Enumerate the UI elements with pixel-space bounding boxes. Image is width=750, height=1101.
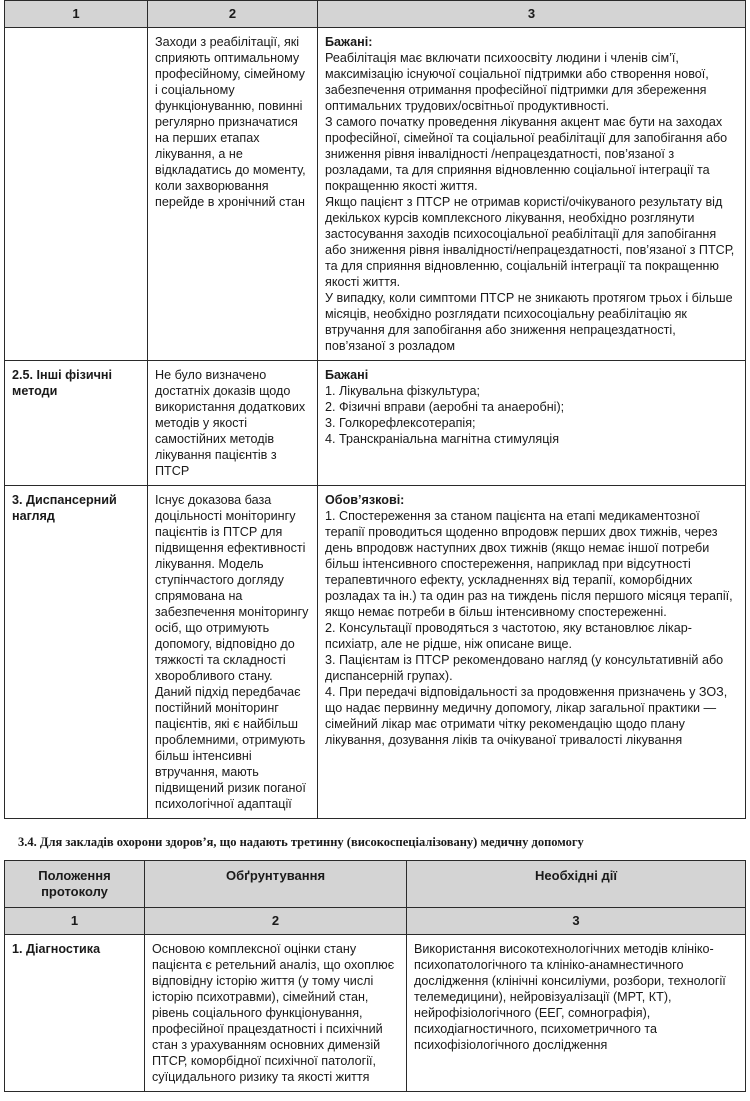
action-list-item: 1. Лікувальна фізкультура; (325, 384, 481, 398)
action-list-item: 2. Фізичні вправи (аеробні та анаеробні); (325, 400, 565, 414)
action-paragraph: Якщо пацієнт з ПТСР не отримав користі/очікуваного результату від декількох курсів комплексного лікування, необхідно розглянути застосування заходів психосоціальної реабілітації для запобігання або зниження рівня інвалідності/непрацездатності, пов’язаної з ПТСР, та для сприяння відновленню, соціальній інтеграції та покращенню якості життя. (325, 195, 735, 289)
required-actions-cell (318, 361, 746, 486)
protocol-position-cell: 1. Діагностика (5, 935, 145, 1092)
column-number-2: 2 (148, 1, 318, 28)
action-list-item: 1. Спостереження за станом пацієнта на етапі медикаментозної терапії проводиться щоденно впродовж перших двох тижнів, через день впродовж наступних двох тижнів (якщо немає іншої потреби більш інтенсивного спостереження, наприклад при відсутності терапевтичного ефекту, ускладненнях від терапії, коморбідних розладах та ін.) та один раз на тиждень після першого місяця терапії, якщо немає потреби в більш інтенсивному спостереженні. (325, 509, 733, 619)
protocol-position-cell: 3. Диспансерний нагляд (5, 486, 148, 819)
protocol-position-cell: 2.5. Інші фізичні методи (5, 361, 148, 486)
action-list-item: 3. Пацієнтам із ПТСР рекомендовано нагляд (у консультативній або диспансерній групах). (325, 653, 724, 683)
justification-text: Існує доказова база доцільності моніторингу пацієнтів із ПТСР для підвищення ефективності лікування. Модель ступінчастого догляду спрямована на забезпечення моніторингу осіб, що отримують допомогу, відповідно до тяжкості та складності хворобливого стану. Даний підхід передбачає постійний моніторинг пацієнтів, які є найбільш проблемними, отримують більш інтенсивні втручання, мають підвищений ризик поганої психологічної адаптації (155, 493, 309, 811)
column-header-required-actions: Необхідні дії (407, 861, 746, 908)
justification-text: Не було визначено достатніх доказів щодо використання додаткових методів у якості самостійних методів лікування пацієнтів з ПТСР (155, 368, 306, 478)
required-actions-cell (318, 486, 746, 819)
column-number-3: 3 (407, 908, 746, 935)
table-header-row (5, 861, 746, 908)
column-number-2: 2 (145, 908, 407, 935)
justification-cell (148, 28, 318, 361)
justification-text: Заходи з реабілітації, які сприяють оптимальному професійному, сімейному і соціальному функціонуванню, повинні регулярно призначатися на перших етапах лікування, а не відкладатись до моменту, коли захворювання перейде в хронічний стан (155, 35, 306, 209)
required-actions-cell (318, 28, 746, 361)
action-paragraph: Реабілітація має включати психоосвіту людини і членів сім’ї, максимізацію існуючої соціальної підтримки або створення нової, забезпечення отримання професійної підтримки для збереження оптимальних трудових/освітньої продуктивності. (325, 51, 709, 113)
action-list-item: 4. Транскраніальна магнітна стимуляція (325, 432, 560, 446)
requirement-level-label: Бажані: (325, 35, 373, 49)
table-row (5, 486, 746, 819)
column-number-1: 1 (5, 1, 148, 28)
justification-cell (148, 486, 318, 819)
protocol-table-continued (4, 0, 746, 819)
section-heading: 3.4. Для закладів охорони здоров’я, що надають третинну (високоспеціалізовану) медичну допомогу (18, 835, 584, 849)
justification-cell (148, 361, 318, 486)
table-row (5, 361, 746, 486)
column-number-row (5, 908, 746, 935)
table-row (5, 28, 746, 361)
column-number-3: 3 (318, 1, 746, 28)
required-actions-cell: Використання високотехнологічних методів клініко-психопатологічного та клініко-анамнестичного дослідження (клінічні консиліуми, розбори, технології телемедицини), нейровізуалізації (МРТ, КТ), нейрофізіологічного (ЕЕГ, сомнографія), психодіагностичного, психометричного та психофізіологічного дослідження (407, 935, 746, 1092)
column-header-justification: Обґрунтування (145, 861, 407, 908)
column-number-1: 1 (5, 908, 145, 935)
action-list-item: 4. При передачі відповідальності за продовження призначень у ЗОЗ, що надає первинну медичну допомогу, лікар загальної практики — сімейний лікар має отримати чітку рекомендацію щодо плану лікування, дозування ліків та очікуваної тривалості лікування (325, 685, 728, 747)
requirement-level-label: Обов’язкові: (325, 493, 405, 507)
justification-cell: Основою комплексної оцінки стану пацієнта є ретельний аналіз, що охоплює відповідну історію життя (у тому числі історію психотравми), сімейний стан, рівень соціального функціонування, професійної працездатності і психічний стан з урахуванням основних димензій ПТСР, коморбідної психічної патології, суїцидального ризику та якості життя (145, 935, 407, 1092)
action-list-item: 3. Голкорефлексотерапія; (325, 416, 476, 430)
table-row (5, 935, 746, 1092)
action-paragraph: З самого початку проведення лікування акцент має бути на заходах професійної, сімейної та соціальної реабілітації для запобігання або зниження рівня інвалідності /непрацездатності, пов’язаної з розладами, та для сприяння відновленню соціальної інтеграції та покращенню якості життя. (325, 115, 728, 193)
protocol-position-cell (5, 28, 148, 361)
column-number-row (5, 1, 746, 28)
tertiary-care-table (4, 860, 746, 1092)
requirement-level-label: Бажані (325, 368, 369, 382)
column-header-protocol-position: Положення протоколу (5, 861, 145, 908)
action-paragraph: У випадку, коли симптоми ПТСР не зникають протягом трьох і більше місяців, необхідно розглядати психосоціальну реабілітацію як втручання для запобігання або зниження непрацездатності, пов’язаної з розладом (325, 291, 733, 353)
action-list-item: 2. Консультації проводяться з частотою, яку встановлює лікар-психіатр, але не рідше, ніж описане вище. (325, 621, 692, 651)
